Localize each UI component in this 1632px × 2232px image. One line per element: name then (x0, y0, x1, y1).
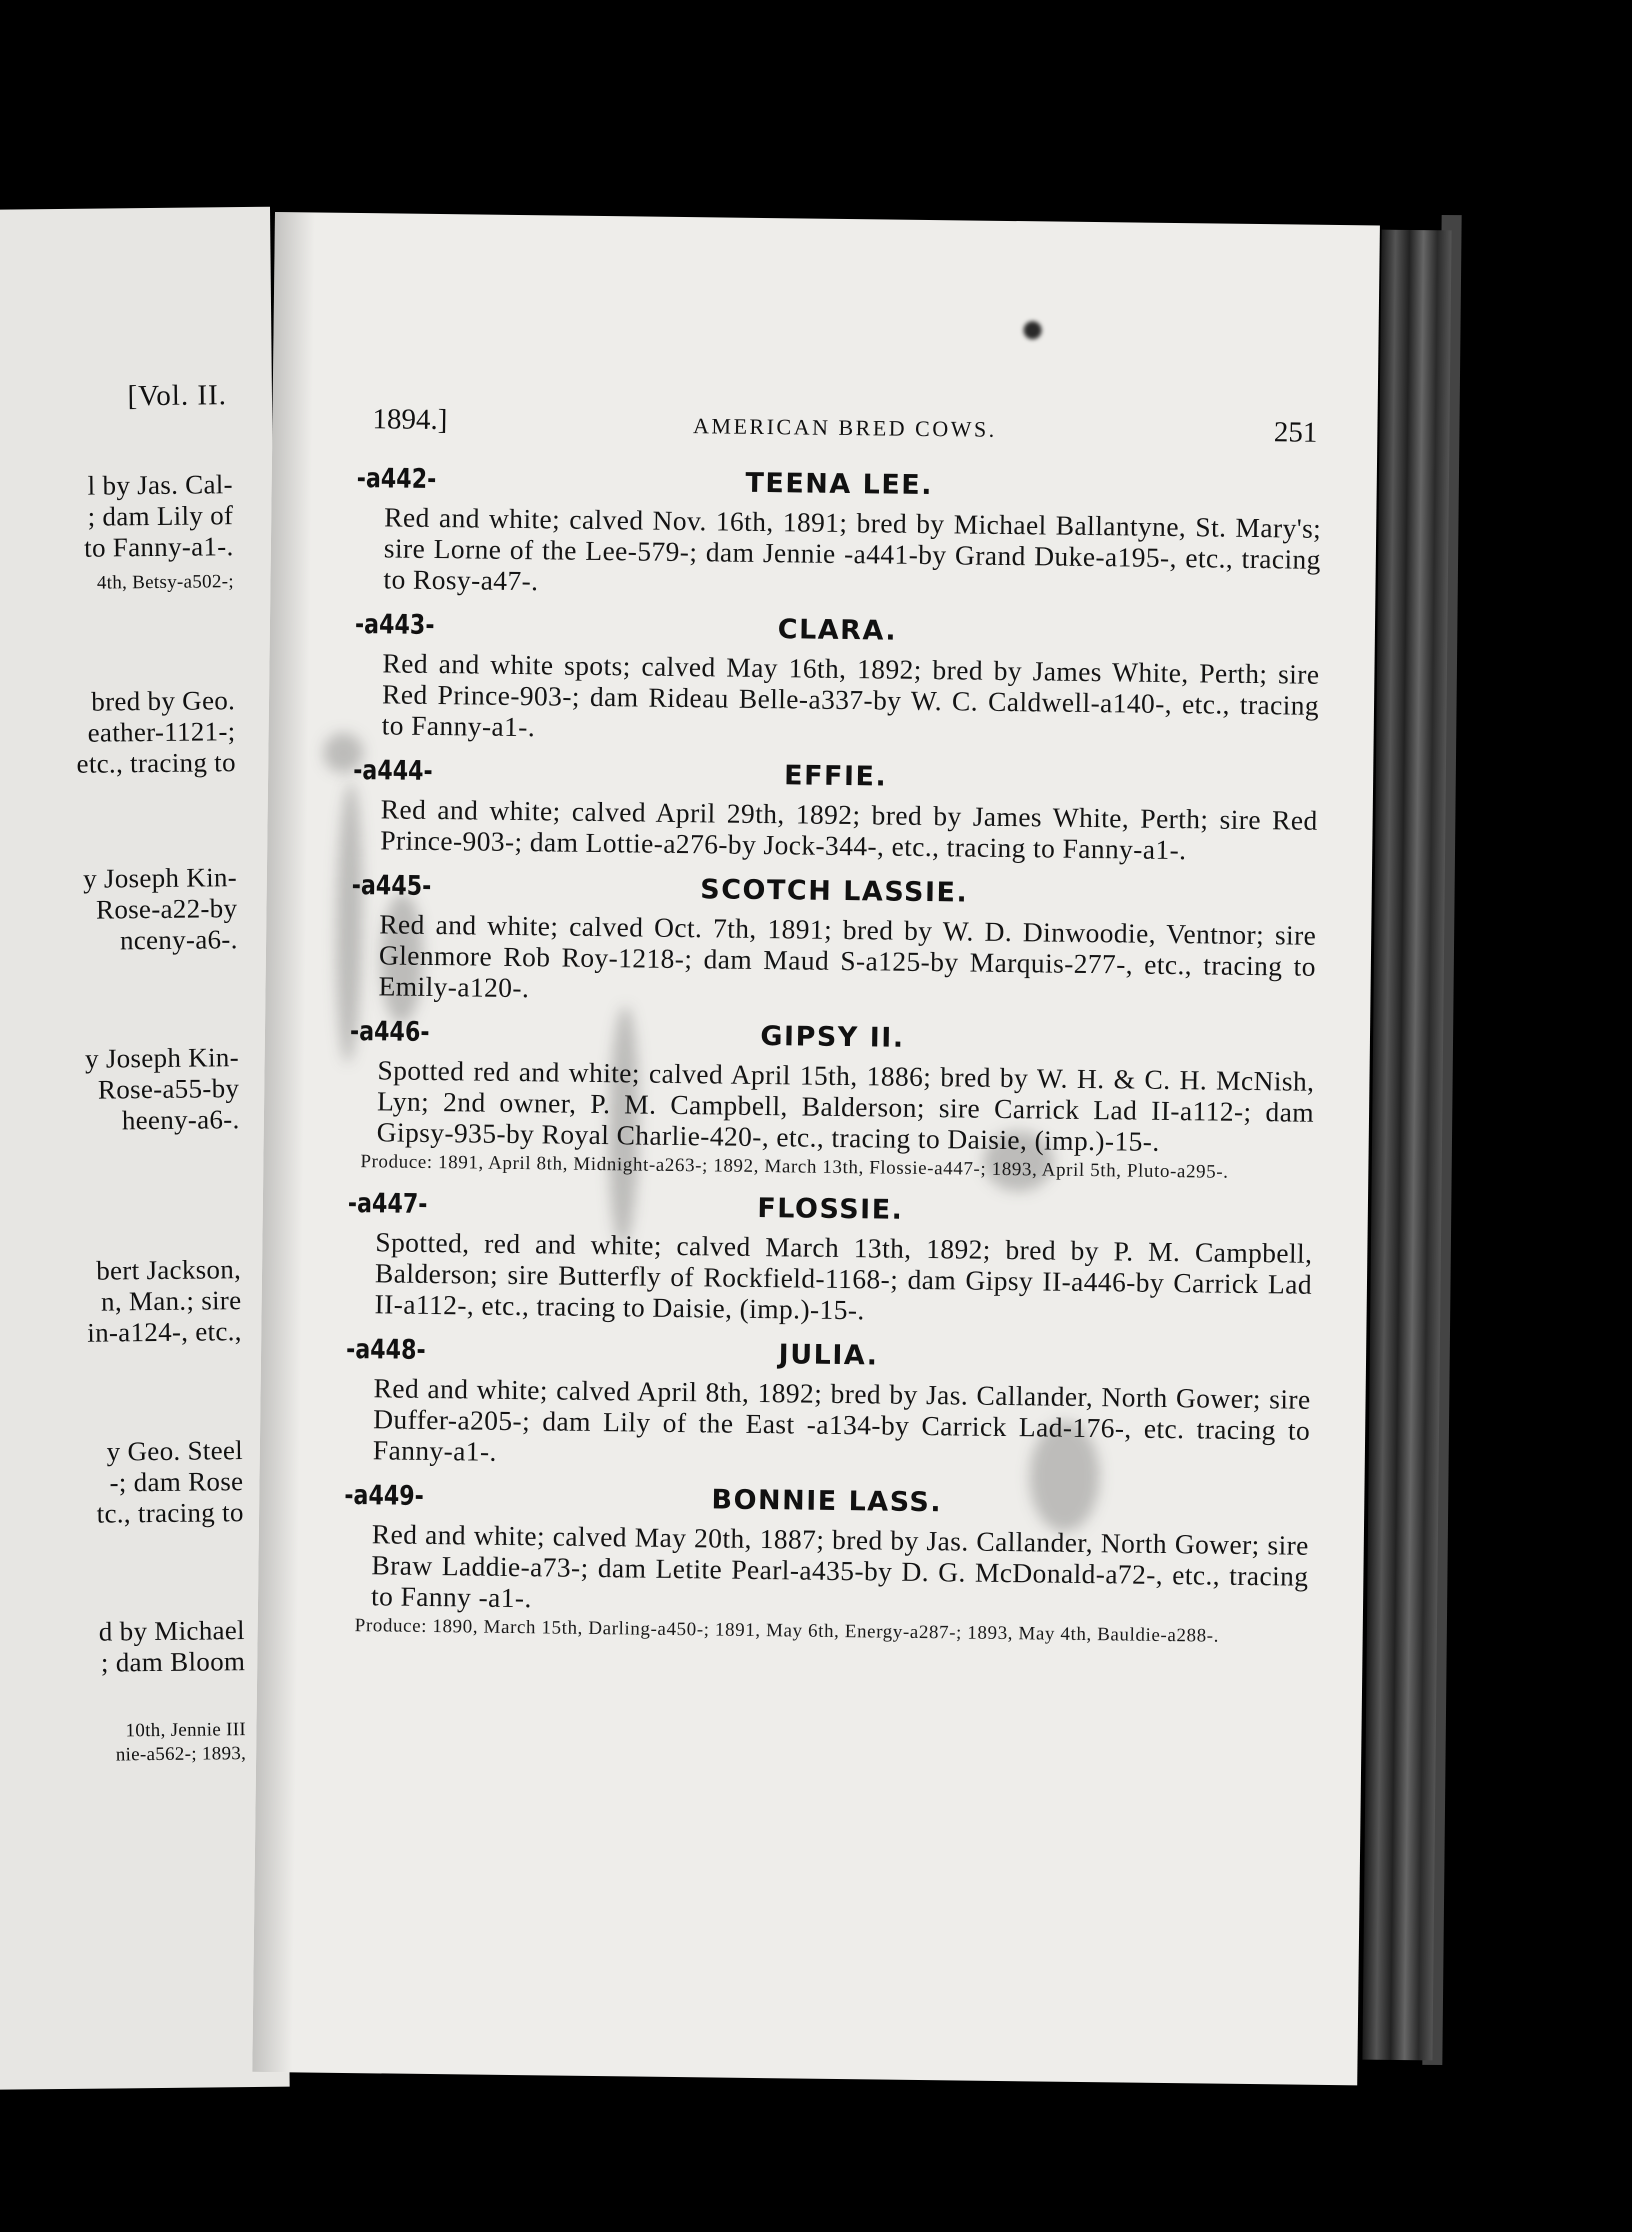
left-page-line: heeny-a6-. (121, 1104, 240, 1136)
right-page (252, 212, 1380, 2085)
registration-number: -a444- (352, 754, 433, 787)
pedigree-text: Red and white; calved Oct. 7th, 1891; bred by W. D. Dinwoodie, Ventnor; sire Glenmore Rob Roy-1218-; dam Maud S-a125-by Marquis-277-, etc., tracing to Emily-a120-. (378, 908, 1317, 1004)
left-facing-page (0, 207, 290, 2090)
cow-entry (355, 461, 1322, 606)
left-page-line: d by Michael (98, 1615, 246, 1647)
registration-number: -a443- (354, 609, 435, 641)
left-page-line: y Joseph Kin- (82, 862, 238, 894)
left-page-line: nie-a562-; 1893, (115, 1743, 247, 1766)
produce-note: Produce: 1890, March 15th, Darling-a450-; 1891, May 6th, Energy-a287-; 1893, May 4th, Bauldie-a288-. (354, 1615, 1220, 1647)
cow-entry (350, 868, 1317, 1013)
cow-name: BONNIE LASS. (711, 1484, 943, 1519)
cow-name: SCOTCH LASSIE. (700, 874, 969, 909)
left-page-line: nceny-a6-. (119, 924, 238, 956)
left-page-line: l by Jas. Cal- (87, 469, 234, 501)
cow-name: FLOSSIE. (757, 1192, 904, 1226)
left-page-line: in-a124-, etc., (87, 1316, 242, 1348)
left-page-line: 4th, Betsy-a502-; (96, 571, 235, 594)
cow-entry (345, 1332, 1312, 1477)
left-page-line: etc., tracing to (76, 747, 236, 779)
running-head-year: 1894.] (372, 403, 448, 437)
running-head (372, 403, 1317, 455)
left-page-line: Rose-a22-by (95, 893, 238, 925)
left-page-line: bred by Geo. (91, 685, 236, 717)
registration-number: -a446- (349, 1015, 430, 1048)
left-page-line: y Joseph Kin- (84, 1042, 240, 1074)
left-page-line: n, Man.; sire (100, 1285, 242, 1317)
volume-label: [Vol. II. (127, 379, 228, 413)
cow-entry (346, 1186, 1313, 1331)
cow-entry (343, 1478, 1310, 1649)
left-page-line: 10th, Jennie III (125, 1719, 247, 1742)
registration-number: -a448- (345, 1333, 426, 1366)
left-page-line: eather-1121-; (87, 716, 236, 748)
cow-name: EFFIE. (783, 760, 888, 793)
pedigree-text: Red and white; calved April 29th, 1892; bred by James White, Perth; sire Red Prince-903-; dam Lottie-a276-by Jock-344-, etc., tracing to Fanny-a1-. (380, 793, 1318, 866)
cow-name: GIPSY II. (760, 1020, 905, 1054)
cow-name: CLARA. (777, 614, 898, 647)
cow-name: TEENA LEE. (745, 467, 934, 502)
registration-number: -a442- (356, 463, 437, 495)
left-page-line: tc., tracing to (96, 1497, 244, 1529)
ink-spot (1024, 321, 1042, 339)
pedigree-text: Red and white; calved April 8th, 1892; bred by Jas. Callander, North Gower; sire Duffer-a205-; dam Lily of the East -a134-by Carrick Lad-176-, etc. tracing to Fanny-a1-. (372, 1372, 1311, 1467)
left-page-line: to Fanny-a1-. (84, 531, 234, 563)
pedigree-text: Spotted, red and white; calved March 13th, 1892; bred by P. M. Campbell, Balderson; sire Butterfly of Rockfield-1168-; dam Gipsy II-a446-by Carrick Lad II-a112-, etc., tracing to Daisie, (imp.)-15-. (374, 1226, 1313, 1326)
cow-name: JULIA. (778, 1339, 879, 1372)
produce-note: Produce: 1891, April 8th, Midnight-a263-; 1892, March 13th, Flossie-a447-; 1893, April 5th, Pluto-a295-. (360, 1151, 1229, 1183)
registration-number: -a449- (344, 1479, 425, 1512)
pedigree-text: Spotted red and white; calved April 15th, 1886; bred by W. H. & C. H. McNish, Lyn; 2nd owner, P. M. Campbell, Balderson; sire Carrick Lad II-a112-; dam Gipsy-935-by Royal Charlie-420-, etc., tracing to Daisie, (imp.)-15-. (376, 1054, 1315, 1157)
running-head-title: AMERICAN BRED COWS. (692, 413, 997, 442)
cow-entry (348, 1014, 1315, 1185)
pedigree-text: Red and white; calved May 20th, 1887; bred by Jas. Callander, North Gower; sire Braw Laddie-a73-; dam Letite Pearl-a435-by D. G. McDonald-a72-, etc., tracing to Fanny -a1-. (370, 1518, 1309, 1614)
registration-number: -a445- (351, 869, 432, 902)
left-page-line: bert Jackson, (96, 1254, 242, 1286)
cow-entry (354, 607, 1321, 752)
left-page-line: ; dam Bloom (100, 1646, 246, 1678)
pedigree-text: Red and white spots; calved May 16th, 1892; bred by James White, Perth; sire Red Prince-903-; dam Rideau Belle-a337-by W. C. Caldwell-a140-, etc., tracing to Fanny-a1-. (381, 647, 1320, 743)
page-number: 251 (1273, 416, 1318, 449)
registration-number: -a447- (347, 1187, 428, 1220)
cow-entry (352, 753, 1318, 867)
left-page-line: Rose-a55-by (97, 1073, 240, 1105)
left-page-line: y Geo. Steel (106, 1435, 244, 1467)
pedigree-text: Red and white; calved Nov. 16th, 1891; bred by Michael Ballantyne, St. Mary's; sire Lorne of the Lee-579-; dam Jennie -a441-by Grand Duke-a195-, etc., tracing to Rosy-a47-. (383, 501, 1322, 597)
cow-entries (342, 461, 1321, 1662)
left-page-line: -; dam Rose (109, 1466, 244, 1498)
left-page-line: ; dam Lily of (87, 500, 234, 532)
